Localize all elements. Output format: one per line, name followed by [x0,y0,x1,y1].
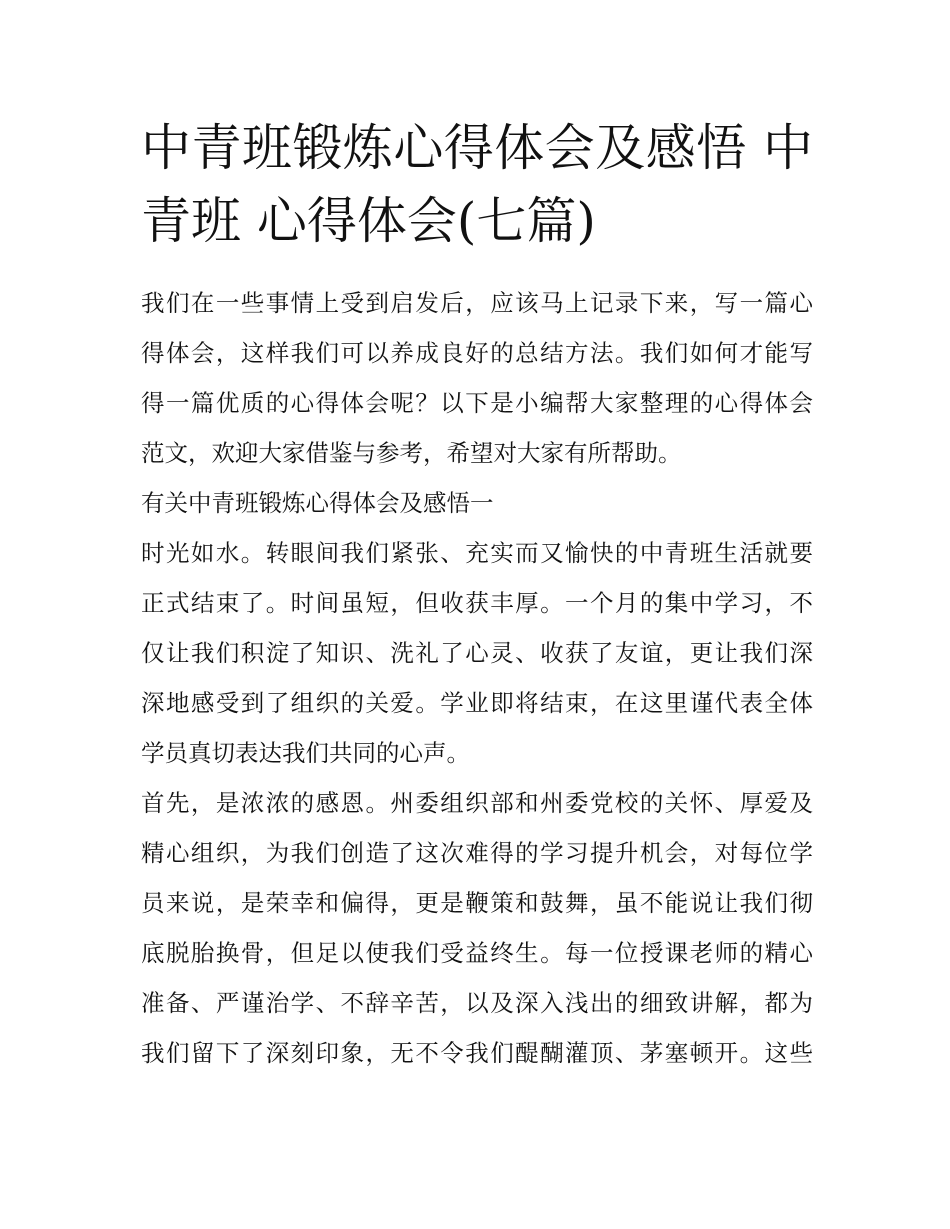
text-line: 仅让我们积淀了知识、洗礼了心灵、收获了友谊，更让我们深 [141,639,813,667]
text-line: 底脱胎换骨，但足以使我们受益终生。每一位授课老师的精心 [141,939,813,967]
text-line: 首先，是浓浓的感恩。州委组织部和州委党校的关怀、厚爱及 [141,789,813,817]
document-title [141,112,813,258]
section-heading [141,478,813,528]
text-line: 我们在一些事情上受到启发后，应该马上记录下来，写一篇心 [141,289,813,317]
text-line: 得体会，这样我们可以养成良好的总结方法。我们如何才能写 [141,339,813,367]
text-line: 学员真切表达我们共同的心声。 [141,739,470,767]
text-line: 得一篇优质的心得体会呢？以下是小编帮大家整理的心得体会 [141,389,813,417]
text-line: 深地感受到了组织的关爱。学业即将结束，在这里谨代表全体 [141,689,813,717]
title-line: 中青班锻炼心得体会及感悟 中 [141,119,813,177]
document-page [141,112,813,1078]
title-line: 青班 心得体会(七篇) [141,192,596,250]
text-line: 有关中青班锻炼心得体会及感悟一 [141,489,494,517]
text-line: 准备、严谨治学、不辞辛苦，以及深入浅出的细致讲解，都为 [141,989,813,1017]
document-body [141,278,813,1078]
text-line: 时光如水。转眼间我们紧张、充实而又愉快的中青班生活就要 [141,539,813,567]
text-line: 员来说，是荣幸和偏得，更是鞭策和鼓舞，虽不能说让我们彻 [141,889,813,917]
text-line: 精心组织，为我们创造了这次难得的学习提升机会，对每位学 [141,839,813,867]
text-line: 正式结束了。时间虽短，但收获丰厚。一个月的集中学习，不 [141,589,813,617]
body-paragraph [141,528,813,778]
intro-paragraph [141,278,813,478]
text-line: 范文，欢迎大家借鉴与参考，希望对大家有所帮助。 [141,439,682,467]
body-paragraph [141,778,813,1078]
text-line: 我们留下了深刻印象，无不令我们醍醐灌顶、茅塞顿开。这些 [141,1039,813,1067]
